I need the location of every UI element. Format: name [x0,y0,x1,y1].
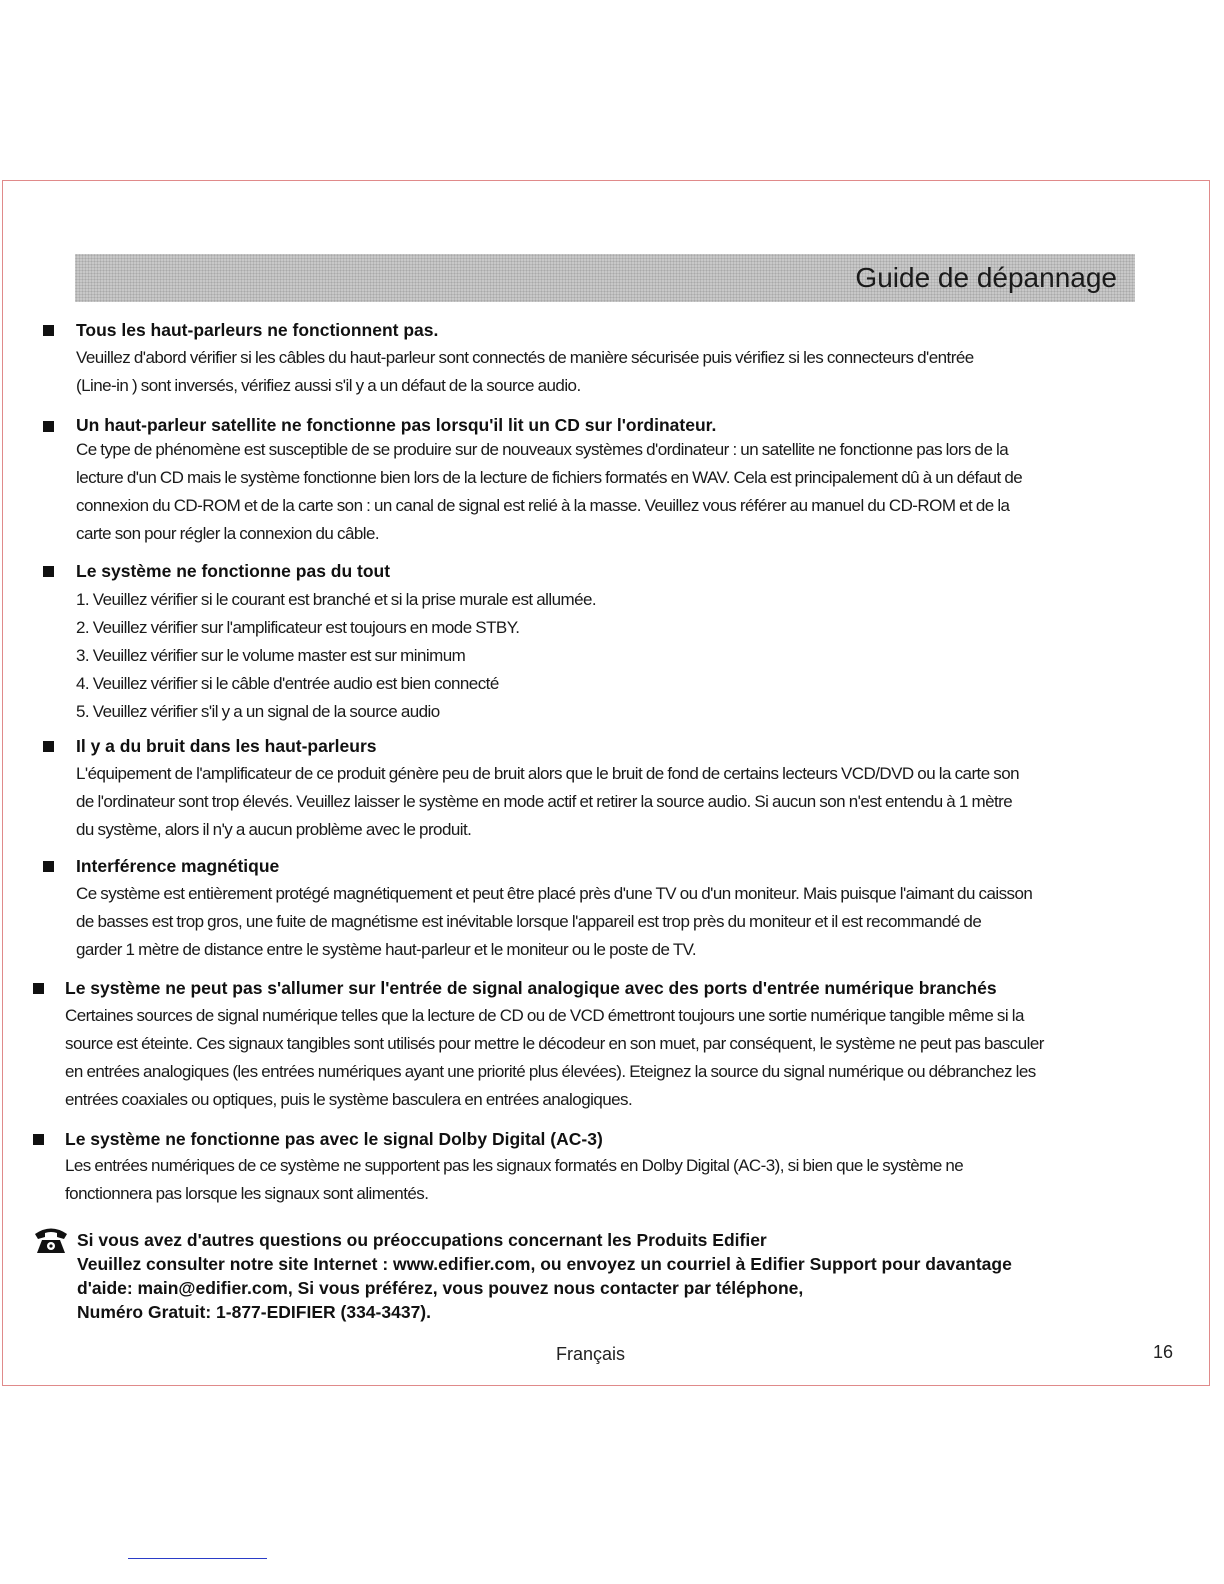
section-heading-magnetic: Interférence magnétique [76,856,280,876]
section-body-satellite [76,436,1022,548]
page-number: 16 [1153,1342,1174,1362]
contact-line: Si vous avez d'autres questions ou préoccupations concernant les Produits Edifier [77,1230,767,1250]
bullet-icon [43,566,54,577]
body-line: connexion du CD-ROM et de la carte son : un canal de signal est relié à la masse. Veuillez vous référer au manuel du CD-ROM et de la [76,496,1010,515]
section-body-magnetic [76,880,1032,964]
body-line: 3. Veuillez vérifier sur le volume master est sur minimum [76,646,466,665]
section-heading-noise: Il y a du bruit dans les haut-parleurs [76,736,377,756]
contact-line: d'aide: main@edifier.com, Si vous préférez, vous pouvez nous contacter par téléphone, [77,1278,804,1298]
bullet-icon [43,325,54,336]
bullet-icon [43,741,54,752]
section-heading-all-speakers: Tous les haut-parleurs ne fonctionnent pas. [76,320,439,340]
page-title: Guide de dépannage [855,262,1117,293]
body-line: Les entrées numériques de ce système ne supportent pas les signaux formatés en Dolby Digital (AC-3), si bien que le système ne [65,1156,964,1175]
body-line: du système, alors il n'y a aucun problème avec le produit. [76,820,472,839]
divider [128,1558,267,1559]
body-line: Certaines sources de signal numérique telles que la lecture de CD ou de VCD émettront toujours une sortie numérique tangible même si la [65,1006,1024,1025]
body-line: 2. Veuillez vérifier sur l'amplificateur est toujours en mode STBY. [76,618,520,637]
bullet-icon [43,421,54,432]
body-line: 4. Veuillez vérifier si le câble d'entrée audio est bien connecté [76,674,499,693]
section-heading-dolby: Le système ne fonctionne pas avec le signal Dolby Digital (AC-3) [65,1129,603,1149]
body-line: carte son pour régler la connexion du câble. [76,524,380,543]
section-body-noise [76,760,1019,844]
body-line: source est éteinte. Ces signaux tangibles sont utilisés pour mettre le décodeur en son muet, par conséquent, le système ne peut pas basculer [65,1034,1044,1053]
telephone-icon [33,1225,69,1255]
body-line: fonctionnera pas lorsque les signaux sont alimentés. [65,1184,429,1203]
body-line: de l'ordinateur sont trop élevés. Veuillez laisser le système en mode actif et retirer la source audio. Si aucun son n'est entendu à 1 mètre [76,792,1013,811]
body-line: lecture d'un CD mais le système fonctionne bien lors de la lecture de fichiers formatés en WAV. Cela est principalement dû à un défaut de [76,468,1023,487]
title-banner [75,254,1135,302]
contact-line: Numéro Gratuit: 1-877-EDIFIER (334-3437). [77,1302,431,1322]
bullet-icon [33,983,44,994]
section-body-all-speakers [76,344,974,400]
section-body-dolby [65,1152,963,1208]
section-heading-analog-input: Le système ne peut pas s'allumer sur l'entrée de signal analogique avec des ports d'entrée numérique branchés [65,978,997,998]
section-body-analog-input [65,1002,1044,1114]
section-body-system-dead [76,586,596,726]
body-line: en entrées analogiques (les entrées numériques ayant une priorité plus élevées). Eteignez la source du signal numérique ou débranchez les [65,1062,1036,1081]
body-line: L'équipement de l'amplificateur de ce produit génère peu de bruit alors que le bruit de fond de certains lecteurs VCD/DVD ou la carte son [76,764,1020,783]
body-line: (Line-in ) sont inversés, vérifiez aussi s'il y a un défaut de la source audio. [76,376,581,395]
footer-language: Français [556,1344,626,1364]
body-line: Veuillez d'abord vérifier si les câbles du haut-parleur sont connectés de manière sécurisée puis vérifiez si les connecteurs d'entrée [76,348,974,367]
body-line: Ce système est entièrement protégé magnétiquement et peut être placé près d'une TV ou d'un moniteur. Mais puisque l'aimant du caisson [76,884,1033,903]
bullet-icon [33,1134,44,1145]
section-heading-system-dead: Le système ne fonctionne pas du tout [76,561,391,581]
body-line: entrées coaxiales ou optiques, puis le système basculera en entrées analogiques. [65,1090,633,1109]
contact-info [77,1228,1012,1324]
bullet-icon [43,861,54,872]
body-line: 1. Veuillez vérifier si le courant est branché et si la prise murale est allumée. [76,590,597,609]
section-heading-satellite: Un haut-parleur satellite ne fonctionne pas lorsqu'il lit un CD sur l'ordinateur. [76,415,717,435]
body-line: garder 1 mètre de distance entre le système haut-parleur et le moniteur ou le poste de TV. [76,940,697,959]
body-line: 5. Veuillez vérifier s'il y a un signal de la source audio [76,702,440,721]
body-line: de basses est trop gros, une fuite de magnétisme est inévitable lorsque l'appareil est trop près du moniteur et il est recommandé de [76,912,982,931]
contact-line: Veuillez consulter notre site Internet : www.edifier.com, ou envoyez un courriel à Edifier Support pour davantage [77,1254,1012,1274]
body-line: Ce type de phénomène est susceptible de se produire sur de nouveaux systèmes d'ordinateur : un satellite ne fonctionne pas lors de la [76,440,1009,459]
